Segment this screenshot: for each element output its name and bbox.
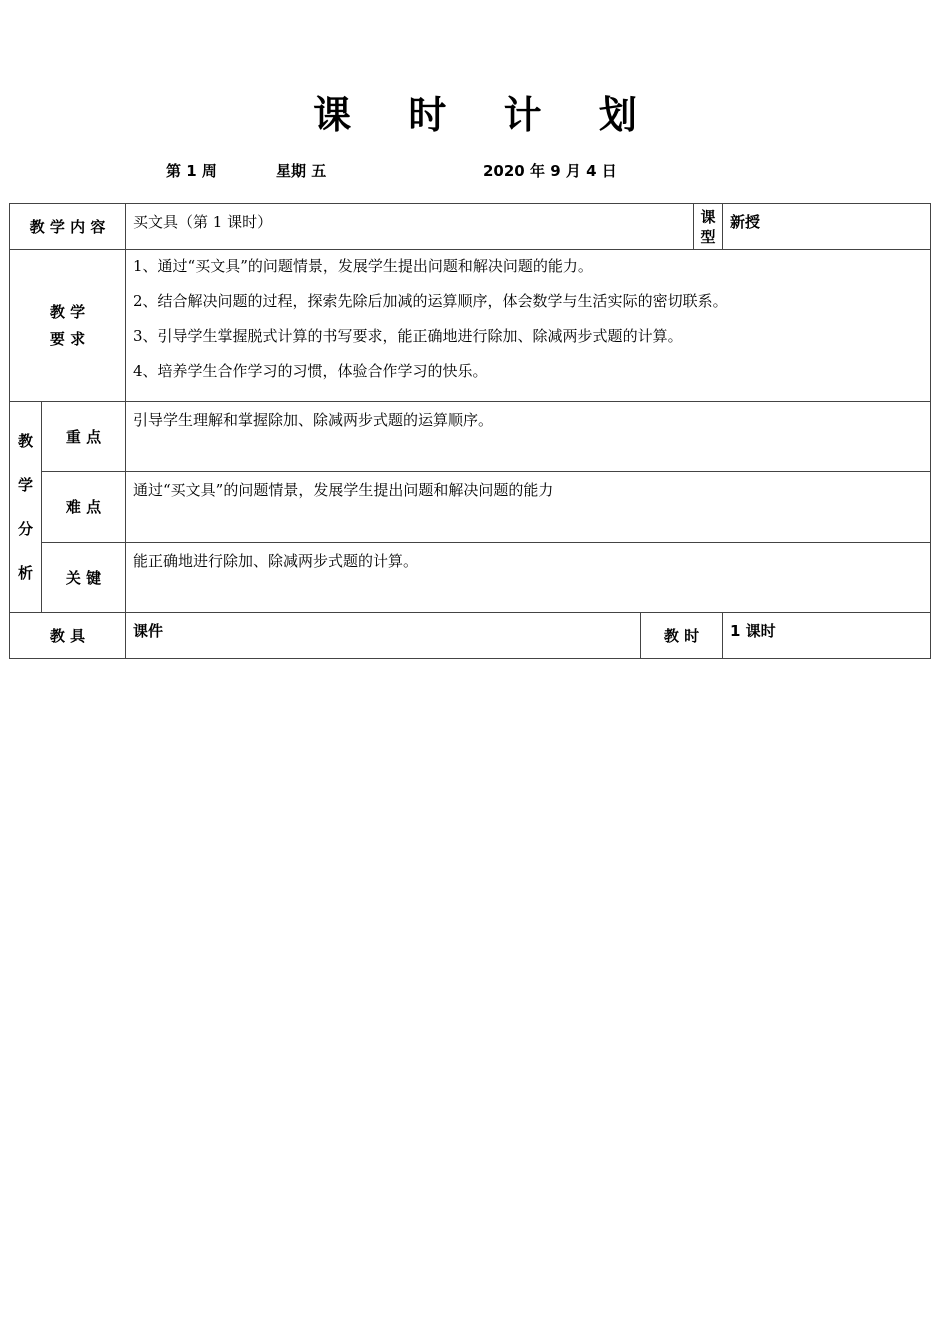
requirements-label-line-1: 教 学 [49,302,86,321]
requirements-list [126,250,931,402]
hours-value: 1 课时 [723,613,931,659]
crux-row [10,543,931,613]
type-label: 课 型 [694,204,723,250]
key-point-row [10,402,931,472]
analysis-char: 析 [17,564,33,582]
difficulty-value: 通过“买文具”的问题情景，发展学生提出问题和解决问题的能力 [126,472,931,543]
type-value: 新授 [723,204,931,250]
date: 2020 年 9 月 4 日 [483,162,617,180]
hours-label: 教 时 [641,613,723,659]
page-title: 课 时 计 划 [313,93,659,137]
content-row [10,204,931,250]
weekday: 星期 五 [276,162,327,180]
analysis-label [10,402,42,613]
tools-value: 课件 [126,613,641,659]
analysis-char: 学 [17,476,33,494]
requirement-item: 1、通过“买文具”的问题情景，发展学生提出问题和解决问题的能力。 [133,257,593,275]
content-value: 买文具（第 1 课时） [126,204,694,250]
tools-row [10,613,931,659]
requirements-label [10,250,126,402]
crux-label: 关 键 [42,543,126,613]
requirements-row [10,250,931,402]
difficulty-label: 难 点 [42,472,126,543]
crux-value: 能正确地进行除加、除减两步式题的计算。 [126,543,931,613]
requirements-label-line-2: 要 求 [49,329,86,348]
key-point-label: 重 点 [42,402,126,472]
difficulty-row [10,472,931,543]
lesson-plan-table [9,203,931,659]
content-label: 教 学 内 容 [10,204,126,250]
analysis-char: 教 [17,432,33,450]
analysis-char: 分 [17,520,33,538]
requirement-item: 2、结合解决问题的过程，探索先除后加减的运算顺序，体会数学与生活实际的密切联系。 [133,292,728,310]
tools-label: 教 具 [10,613,126,659]
requirement-item: 4、培养学生合作学习的习惯，体验合作学习的快乐。 [133,362,488,380]
key-point-value: 引导学生理解和掌握除加、除减两步式题的运算顺序。 [126,402,931,472]
requirement-item: 3、引导学生掌握脱式计算的书写要求，能正确地进行除加、除减两步式题的计算。 [133,327,683,345]
week-number: 第 1 周 [166,162,217,180]
